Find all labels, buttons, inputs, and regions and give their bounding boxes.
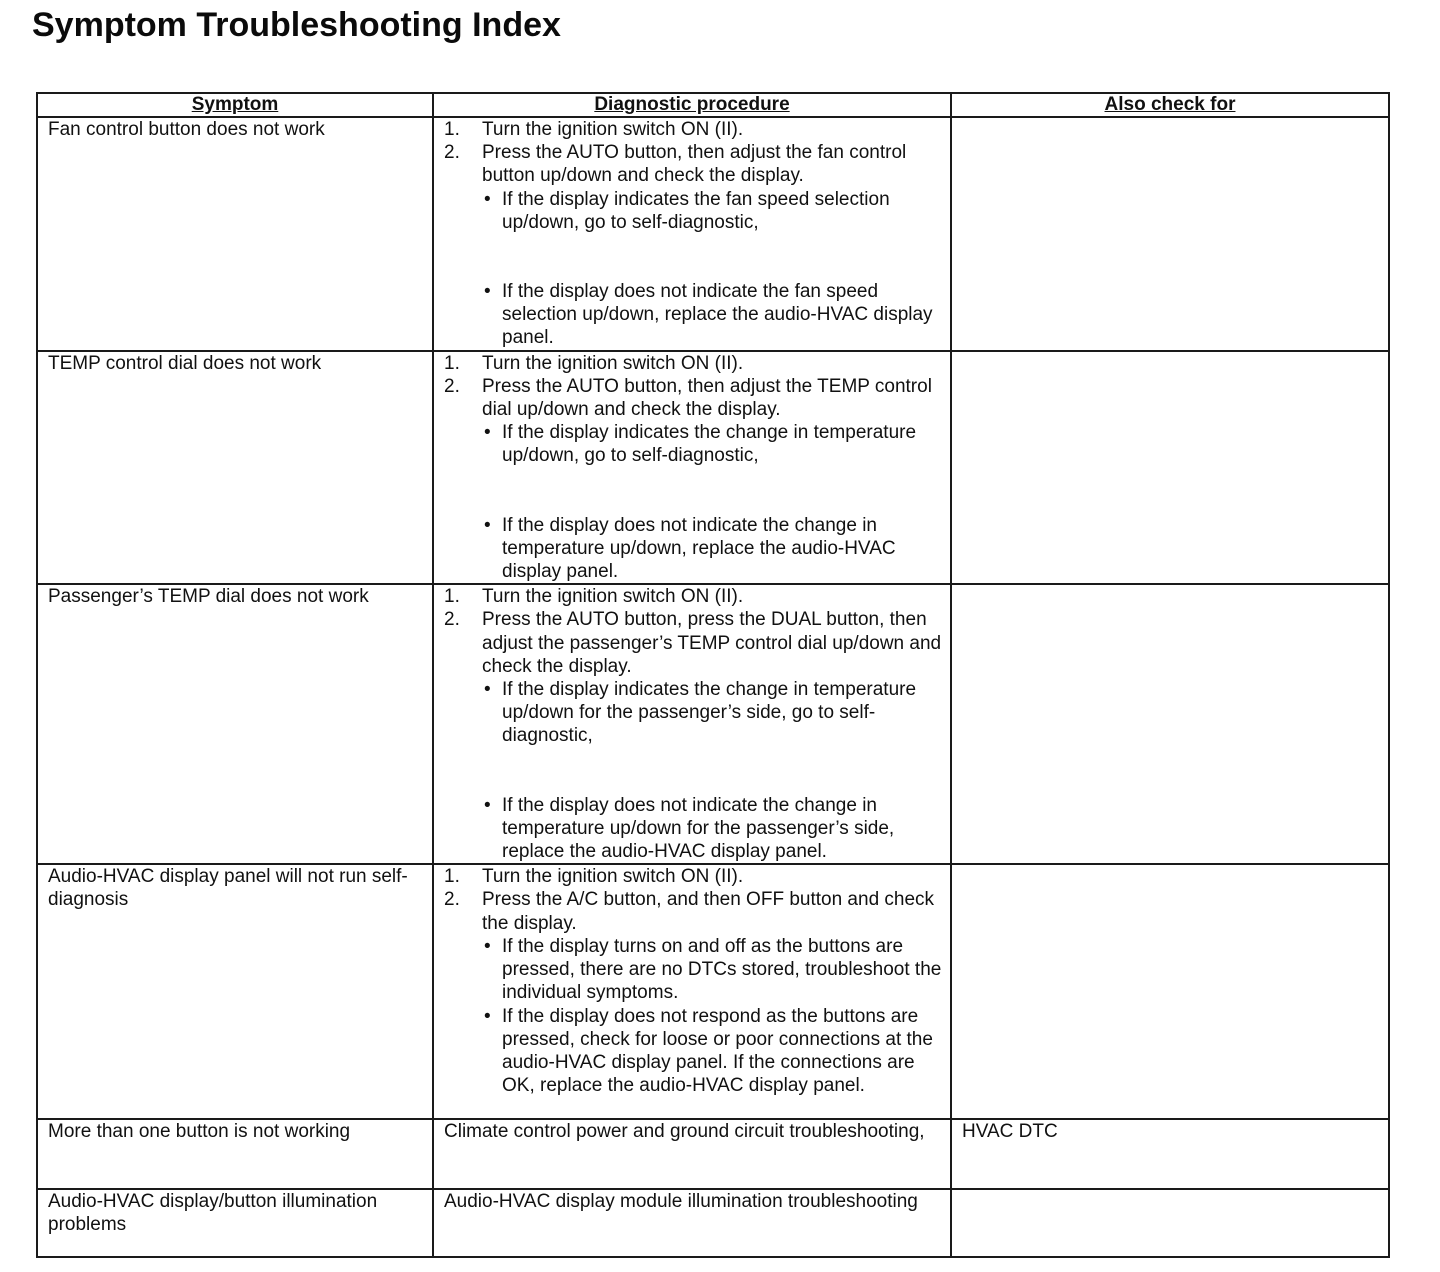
symptom-cell: Fan control button does not work xyxy=(37,117,433,351)
table-row xyxy=(37,351,1389,585)
symptom-cell: TEMP control dial does not work xyxy=(37,351,433,585)
header-symptom: Symptom xyxy=(37,93,433,117)
procedure-step: 2. Press the AUTO button, then adjust the fan control button up/down and check the display. xyxy=(444,142,907,187)
procedure-cell xyxy=(433,584,951,864)
procedure-bullet: • If the display does not respond as the buttons are pressed, check for loose or poor connections at the audio-HVAC display panel. If the connections are OK, replace the audio-HVAC display panel. xyxy=(484,1005,933,1097)
procedure-bullet: • If the display does not indicate the fan speed selection up/down, replace the audio-HVAC display panel. xyxy=(484,281,933,349)
table-row xyxy=(37,1189,1389,1257)
symptom-cell: Passenger’s TEMP dial does not work xyxy=(37,584,433,864)
also-check-cell xyxy=(951,584,1389,864)
table-row xyxy=(37,117,1389,351)
also-check-cell xyxy=(951,117,1389,351)
procedure-cell xyxy=(433,117,951,351)
procedure-cell: Climate control power and ground circuit troubleshooting, xyxy=(433,1119,951,1189)
also-check-cell xyxy=(951,351,1389,585)
procedure-bullet: • If the display turns on and off as the buttons are pressed, there are no DTCs stored, troubleshoot the individual symptoms. xyxy=(484,935,942,1004)
procedure-bullet: • If the display does not indicate the change in temperature up/down for the passenger’s side, replace the audio-HVAC display panel. xyxy=(484,794,895,863)
also-check-cell xyxy=(951,1189,1389,1257)
symptom-cell: Audio-HVAC display panel will not run self-diagnosis xyxy=(37,864,433,1119)
procedure-step: 2. Press the AUTO button, press the DUAL button, then adjust the passenger’s TEMP control dial up/down and check the display. xyxy=(444,609,942,677)
header-diagnostic-procedure: Diagnostic procedure xyxy=(433,93,951,117)
also-check-cell: HVAC DTC xyxy=(951,1119,1389,1189)
procedure-cell: Audio-HVAC display module illumination troubleshooting xyxy=(433,1189,951,1257)
procedure-step: 1. Turn the ignition switch ON (II). xyxy=(444,119,744,140)
procedure-bullet: • If the display indicates the change in temperature up/down, go to self-diagnostic, xyxy=(484,422,917,467)
symptom-index-table xyxy=(36,92,1390,1258)
procedure-bullet: • If the display does not indicate the change in temperature up/down, replace the audio-HVAC display panel. xyxy=(484,514,896,583)
procedure-step: 2. Press the A/C button, and then OFF button and check the display. xyxy=(444,889,935,934)
table-row xyxy=(37,584,1389,864)
table-row xyxy=(37,1119,1389,1189)
header-also-check-for: Also check for xyxy=(951,93,1389,117)
procedure-cell xyxy=(433,351,951,585)
procedure-step: 1. Turn the ignition switch ON (II). xyxy=(444,866,744,888)
also-check-cell xyxy=(951,864,1389,1119)
procedure-step: 1. Turn the ignition switch ON (II). xyxy=(444,352,744,374)
symptom-cell: Audio-HVAC display/button illumination problems xyxy=(37,1189,433,1257)
symptom-cell: More than one button is not working xyxy=(37,1119,433,1189)
procedure-bullet: • If the display indicates the change in temperature up/down for the passenger’s side, go to self-diagnostic, xyxy=(484,679,917,747)
table-header-row xyxy=(37,93,1389,117)
page-title: Symptom Troubleshooting Index xyxy=(32,6,561,44)
procedure-step: 1. Turn the ignition switch ON (II). xyxy=(444,586,744,608)
procedure-cell xyxy=(433,864,951,1119)
table-row xyxy=(37,864,1389,1119)
procedure-step: 2. Press the AUTO button, then adjust the TEMP control dial up/down and check the display. xyxy=(444,375,932,421)
procedure-bullet: • If the display indicates the fan speed selection up/down, go to self-diagnostic, xyxy=(484,188,890,233)
